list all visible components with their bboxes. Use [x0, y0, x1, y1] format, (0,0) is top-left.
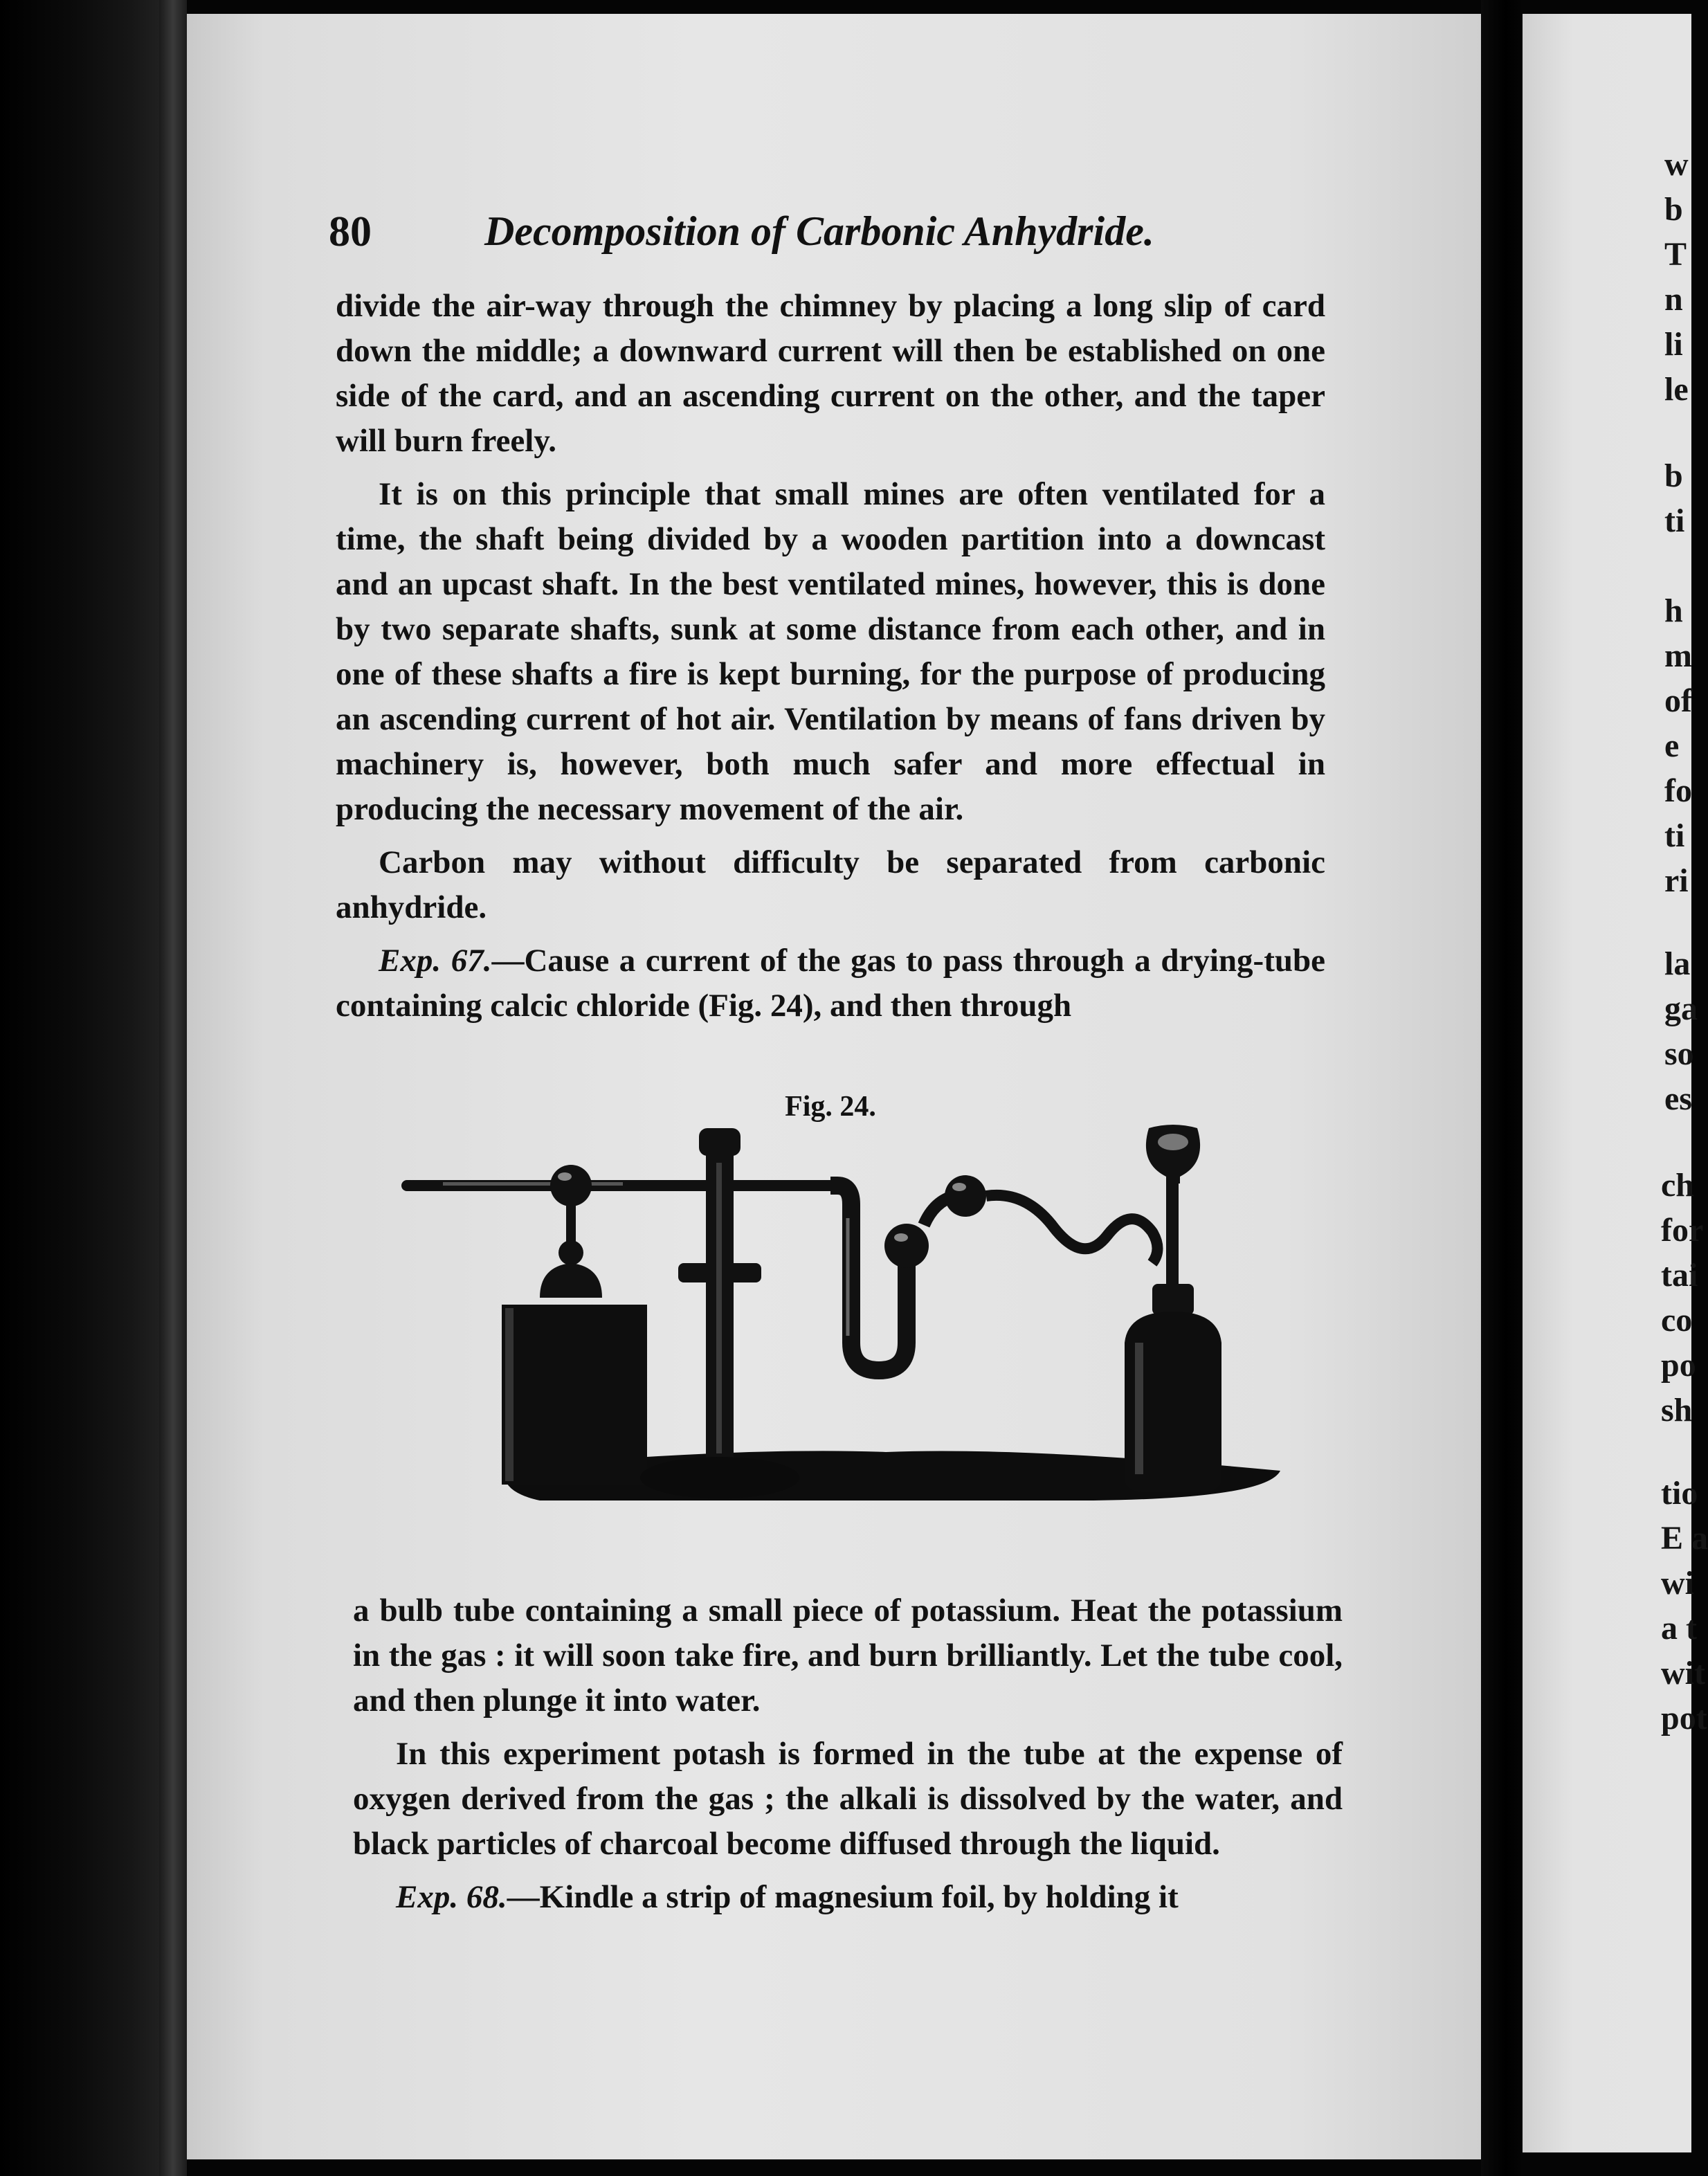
paragraph: divide the air-way through the chimney by placing a long slip of card down the middle; a downward current will then be established on one side of the card, and an ascending current on the other, and the taper will burn freely.	[336, 288, 1325, 459]
next-page-fragment: le	[1664, 371, 1689, 408]
tube-bulb-left	[550, 1165, 592, 1206]
next-page-fragment: es	[1664, 1080, 1692, 1117]
experiment-text: —Cause a current of the gas to pass through a drying-tube containing calcic chloride (Fig. 24), and then through	[336, 943, 1325, 1024]
next-page-fragment: of	[1664, 682, 1692, 719]
next-page-fragment: ti	[1664, 502, 1685, 539]
next-page-fragment: co	[1661, 1302, 1693, 1339]
paragraph: Carbon may without difficulty be separated from carbonic anhydride.	[336, 844, 1325, 925]
text-block-lower	[353, 1588, 1343, 1928]
next-page-fragment: b	[1664, 457, 1683, 494]
next-page-fragment: wi	[1661, 1565, 1694, 1602]
figure-caption: Fig. 24.	[785, 1091, 876, 1123]
thistle-funnel	[1146, 1125, 1200, 1184]
next-page-fragment: ti	[1664, 817, 1685, 854]
next-page-fragment: fo	[1664, 772, 1692, 809]
paragraph: a bulb tube containing a small piece of potassium. Heat the potassium in the gas : it will soon take fire, and burn brilliantly. Let the tube cool, and then plunge it into water.	[353, 1593, 1343, 1719]
bottle-stopper	[540, 1263, 602, 1298]
paragraph: It is on this principle that small mines are often ventilated for a time, the shaft being divided by a wooden partition into a downcast and an upcast shaft. In the best ventilated mines, however, this is done by two separate shafts, sunk at some distance from each other, and in one of these shafts a fire is kept burning, for the purpose of producing an ascending current of hot air. Ventilation by means of fans driven by machinery is, however, both much safer and more effectual in producing the necessary movement of the air.	[336, 476, 1325, 827]
running-head	[329, 208, 1332, 263]
stand-base	[640, 1457, 799, 1498]
book-spine	[159, 0, 187, 2176]
u-tube	[830, 1186, 907, 1370]
experiment-ref: Exp. 68.	[396, 1879, 507, 1915]
experiment-text: —Kindle a strip of magnesium foil, by holding it	[507, 1879, 1179, 1915]
u-tube-bulb	[884, 1224, 929, 1268]
drying-bottle	[502, 1305, 647, 1485]
next-page-fragment: e	[1664, 727, 1680, 764]
next-page-fragment: ch	[1661, 1167, 1694, 1204]
next-page-fragment: po	[1661, 1347, 1696, 1384]
paragraph: In this experiment potash is formed in the tube at the expense of oxygen derived from the gas ; the alkali is dissolved by the water, and black particles of charcoal become diffused through the liquid.	[353, 1736, 1343, 1862]
next-page-fragment: T	[1664, 236, 1687, 273]
next-page-fragment: so	[1664, 1035, 1694, 1072]
potassium-bulb	[945, 1175, 986, 1217]
experiment-ref: Exp. 67.	[379, 943, 492, 979]
next-page-edge	[1523, 14, 1708, 2152]
running-title: Decomposition of Carbonic Anhydride.	[484, 208, 1154, 254]
next-page-fragment: m	[1664, 637, 1692, 674]
paragraph-experiment-68	[353, 1875, 1343, 1920]
paragraph-experiment-67	[336, 939, 1325, 1028]
next-page-fragment: for	[1661, 1212, 1704, 1249]
next-page-fragment: ga	[1664, 990, 1698, 1027]
next-page-fragment: h	[1664, 592, 1683, 629]
next-page-fragment: tio	[1661, 1475, 1698, 1512]
next-page-fragment: E a	[1661, 1520, 1708, 1557]
figure-apparatus	[401, 1121, 1287, 1509]
outlet-tube	[986, 1195, 1158, 1263]
page-number: 80	[329, 208, 372, 255]
next-page-fragment: sh	[1661, 1392, 1693, 1429]
next-page-fragment: n	[1664, 281, 1683, 318]
next-page-fragment: tai	[1661, 1257, 1698, 1294]
next-page-fragment: la	[1664, 945, 1691, 982]
next-page-fragment: li	[1664, 326, 1683, 363]
page-gutter	[1481, 0, 1523, 2176]
next-page-fragment: w	[1664, 146, 1689, 183]
text-block-upper	[336, 284, 1325, 1037]
next-page-fragment: wit	[1661, 1655, 1705, 1692]
next-page-fragment: b	[1664, 191, 1683, 228]
next-page-fragment: pot	[1661, 1700, 1707, 1737]
next-page-fragment: a t	[1661, 1610, 1697, 1647]
next-page-fragment: ri	[1664, 862, 1689, 899]
